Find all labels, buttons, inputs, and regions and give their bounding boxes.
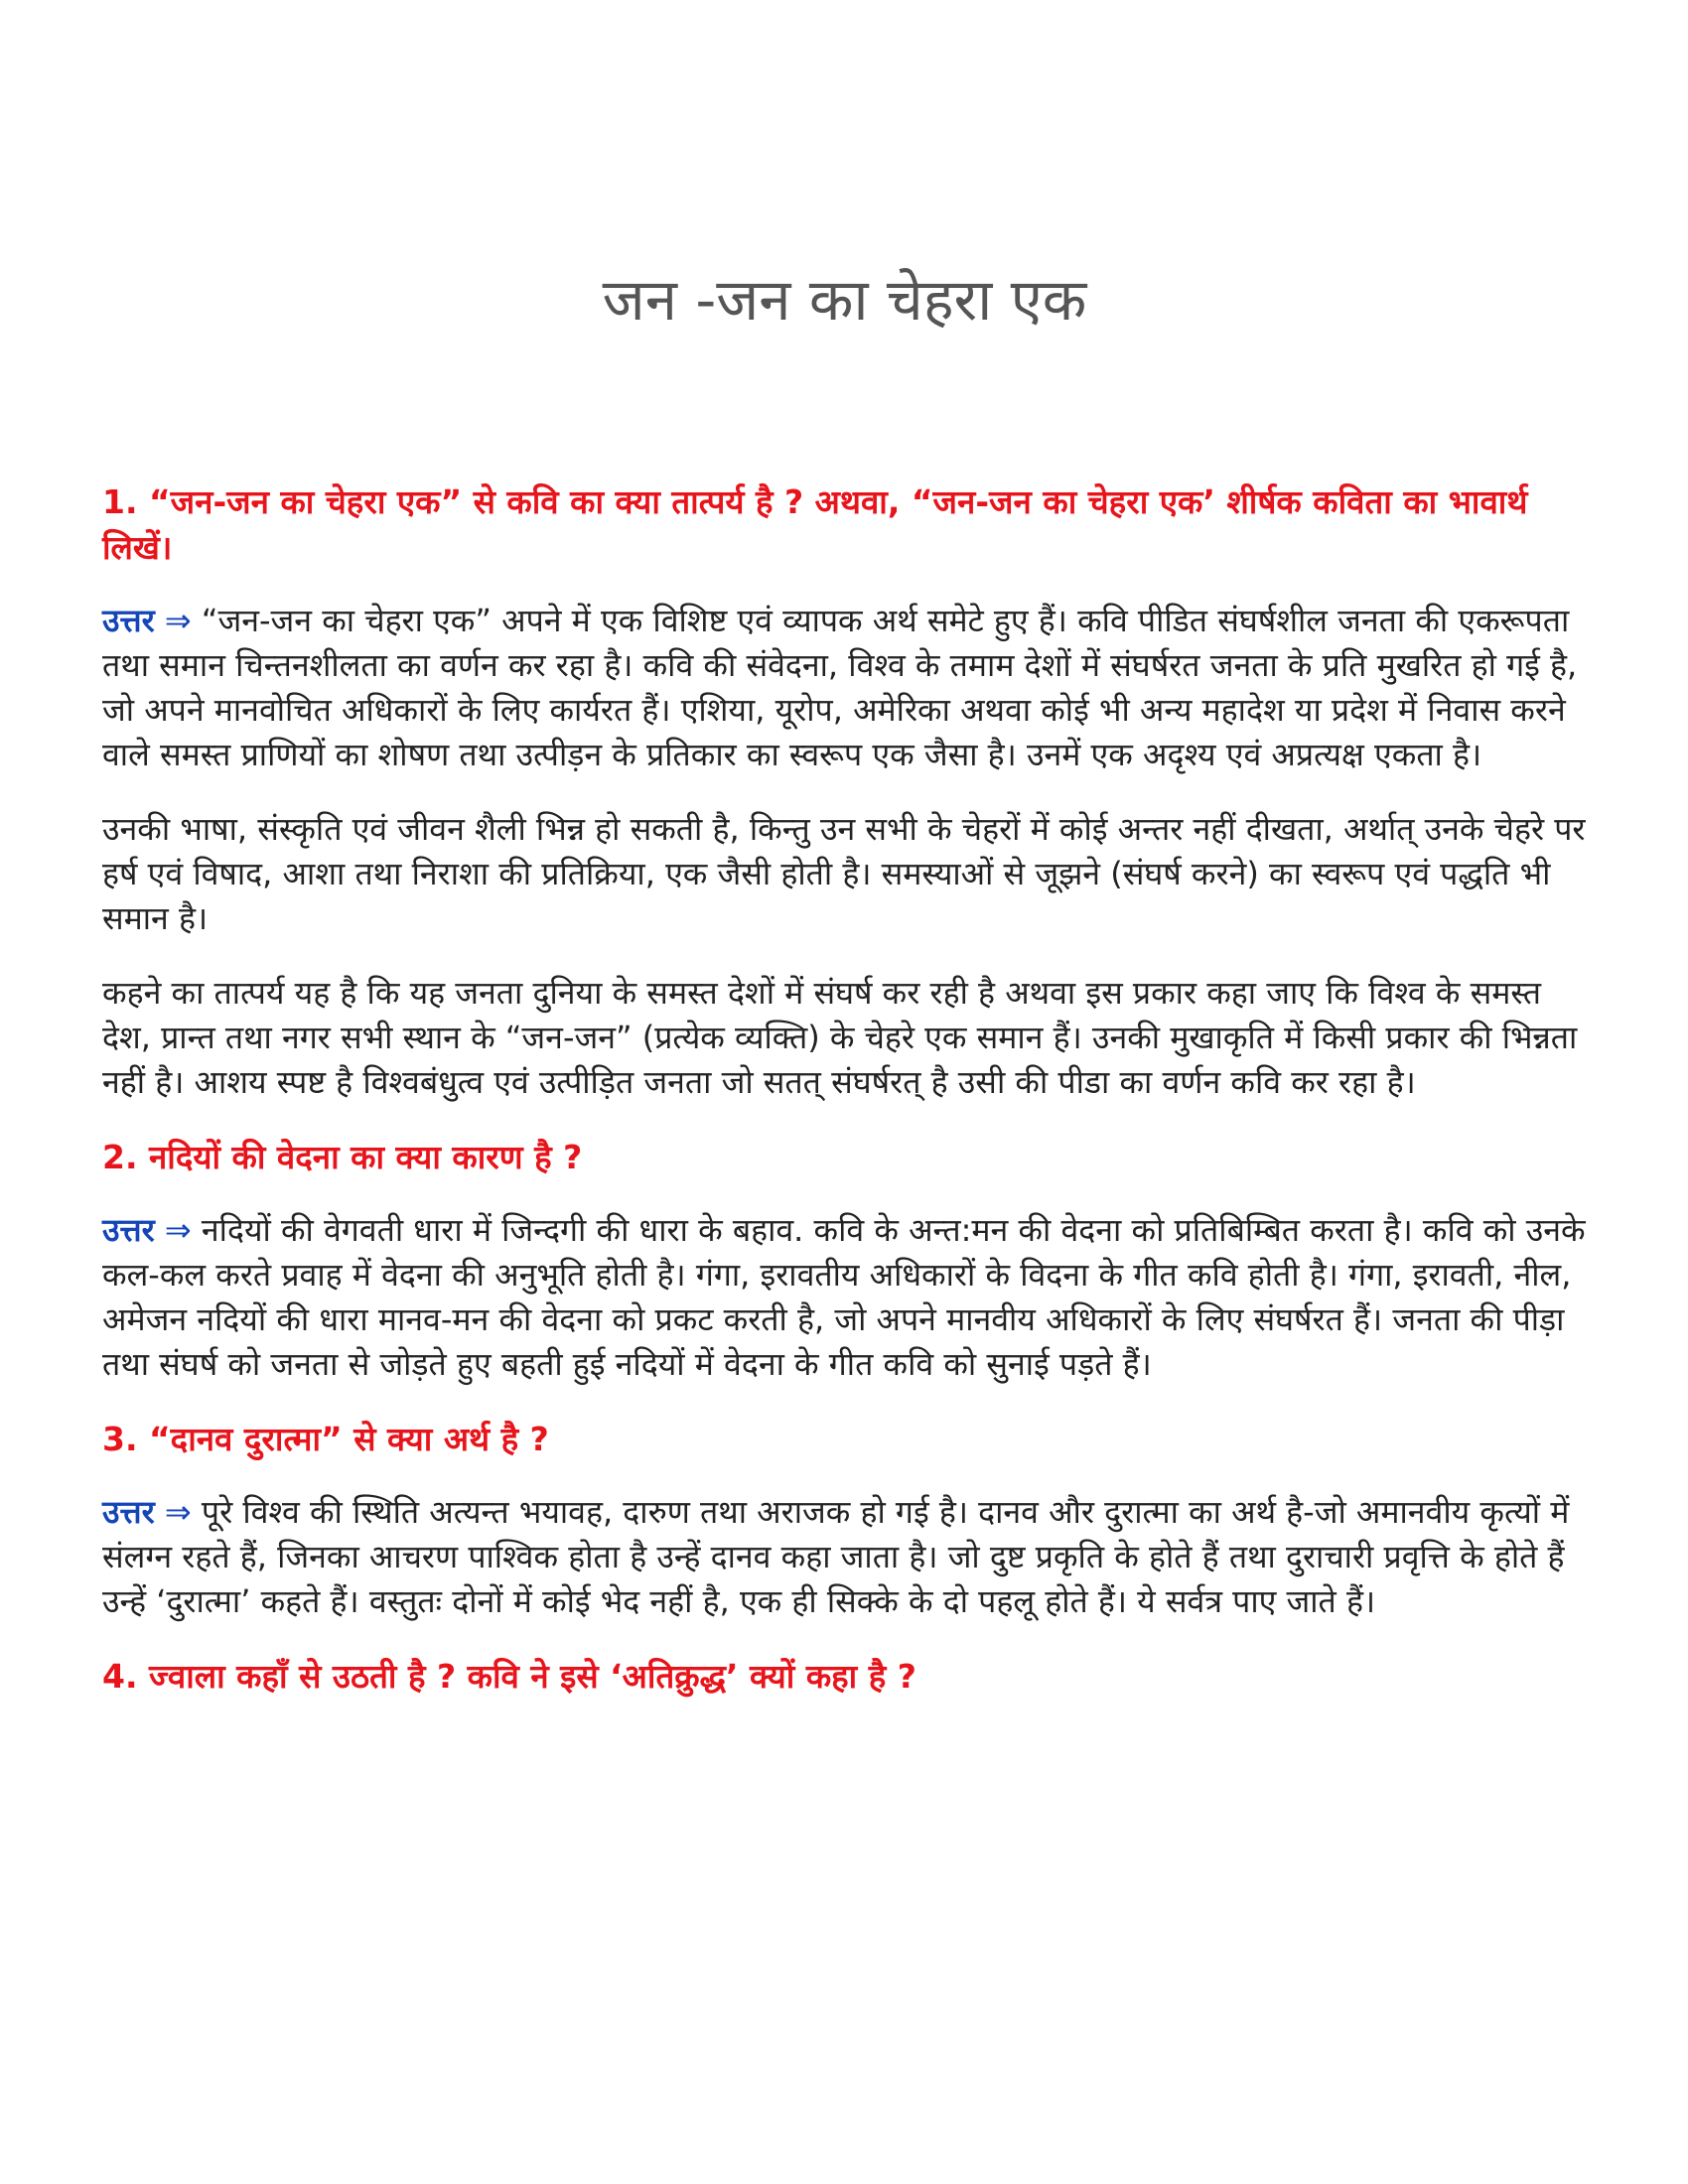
- right-arrow-icon: ⇒: [164, 1492, 192, 1531]
- answer-label: उत्तर: [102, 1210, 155, 1249]
- answer-2-paragraph-1: [102, 1208, 1587, 1387]
- answer-label: उत्तर: [102, 601, 155, 639]
- right-arrow-icon: ⇒: [164, 601, 192, 639]
- question-4: 4. ज्वाला कहाँ से उठती है ? कवि ने इसे ‘अतिक्रुद्ध’ क्यों कहा है ?: [102, 1656, 916, 1696]
- question-3: 3. “दानव दुरात्मा” से क्या अर्थ है ?: [102, 1419, 549, 1458]
- answer-label: उत्तर: [102, 1492, 155, 1531]
- answer-text: नदियों की वेगवती धारा में जिन्दगी की धारा के बहाव. कवि के अन्त:मन की वेदना को प्रतिबिम्बित करता है। कवि को उनके कल-कल करते प्रवाह में वेदना की अनुभूति होती है। गंगा, इरावतीय अधिकारों के विदना के गीत कवि होती है। गंगा, इरावती, नील, अमेजन नदियों की धारा मानव-मन की वेदना को प्रकट करती है, जो अपने मानवीय अधिकारों के लिए संघर्षरत हैं। जनता की पीड़ा तथा संघर्ष को जनता से जोड़ते हुए बहती हुई नदियों में वेदना के गीत कवि को सुनाई पड़ते हैं।: [102, 1210, 1586, 1383]
- document-page: [102, 0, 1587, 1700]
- right-arrow-icon: ⇒: [164, 1210, 192, 1249]
- question-1: 1. “जन-जन का चेहरा एक” से कवि का क्या तात्पर्य है ? अथवा, “जन-जन का चेहरा एक’ शीर्षक कविता का भावार्थ लिखें।: [102, 481, 1528, 567]
- document-title: जन -जन का चेहरा एक: [602, 266, 1087, 334]
- answer-text: पूरे विश्व की स्थिति अत्यन्त भयावह, दारुण तथा अराजक हो गई है। दानव और दुरात्मा का अर्थ है-जो अमानवीय कृत्यों में संलग्न रहते हैं, जिनका आचरण पाश्विक होता है उन्हें दानव कहा जाता है। जो दुष्ट प्रकृति के होते हैं तथा दुराचारी प्रवृत्ति के होते हैं उन्हें ‘दुरात्मा’ कहते हैं। वस्तुतः दोनों में कोई भेद नहीं है, एक ही सिक्के के दो पहलू होते हैं। ये सर्वत्र पाए जाते हैं।: [102, 1492, 1570, 1620]
- answer-1-paragraph-3: कहने का तात्पर्य यह है कि यह जनता दुनिया के समस्त देशों में संघर्ष कर रही है अथवा इस प्रकार कहा जाए कि विश्व के समस्त देश, प्रान्त तथा नगर सभी स्थान के “जन-जन” (प्रत्येक व्यक्ति) के चेहरे एक समान हैं। उनकी मुखाकृति में किसी प्रकार की भिन्नता नहीं है। आशय स्पष्ट है विश्वबंधुत्व एवं उत्पीड़ित जनता जो सतत् संघर्षरत् है उसी की पीडा का वर्णन कवि कर रहा है।: [102, 973, 1578, 1101]
- answer-3-paragraph-1: [102, 1490, 1587, 1624]
- answer-text: “जन-जन का चेहरा एक” अपने में एक विशिष्ट एवं व्यापक अर्थ समेटे हुए हैं। कवि पीडित संघर्षशील जनता की एकरूपता तथा समान चिन्तनशीलता का वर्णन कर रहा है। कवि की संवेदना, विश्व के तमाम देशों में संघर्षरत जनता के प्रति मुखरित हो गई है, जो अपने मानवोचित अधिकारों के लिए कार्यरत हैं। एशिया, यूरोप, अमेरिका अथवा कोई भी अन्य महादेश या प्रदेश में निवास करने वाले समस्त प्राणियों का शोषण तथा उत्पीड़न के प्रतिकार का स्वरूप एक जैसा है। उनमें एक अदृश्य एवं अप्रत्यक्ष एकता है।: [102, 601, 1578, 773]
- question-2: 2. नदियों की वेदना का क्या कारण है ?: [102, 1137, 583, 1176]
- answer-1-paragraph-1: [102, 599, 1587, 777]
- answer-1-paragraph-2: उनकी भाषा, संस्कृति एवं जीवन शैली भिन्न हो सकती है, किन्तु उन सभी के चेहरों में कोई अन्तर नहीं दीखता, अर्थात् उनके चेहरे पर हर्ष एवं विषाद, आशा तथा निराशा की प्रतिक्रिया, एक जैसी होती है। समस्याओं से जूझने (संघर्ष करने) का स्वरूप एवं पद्धति भी समान है।: [102, 809, 1586, 937]
